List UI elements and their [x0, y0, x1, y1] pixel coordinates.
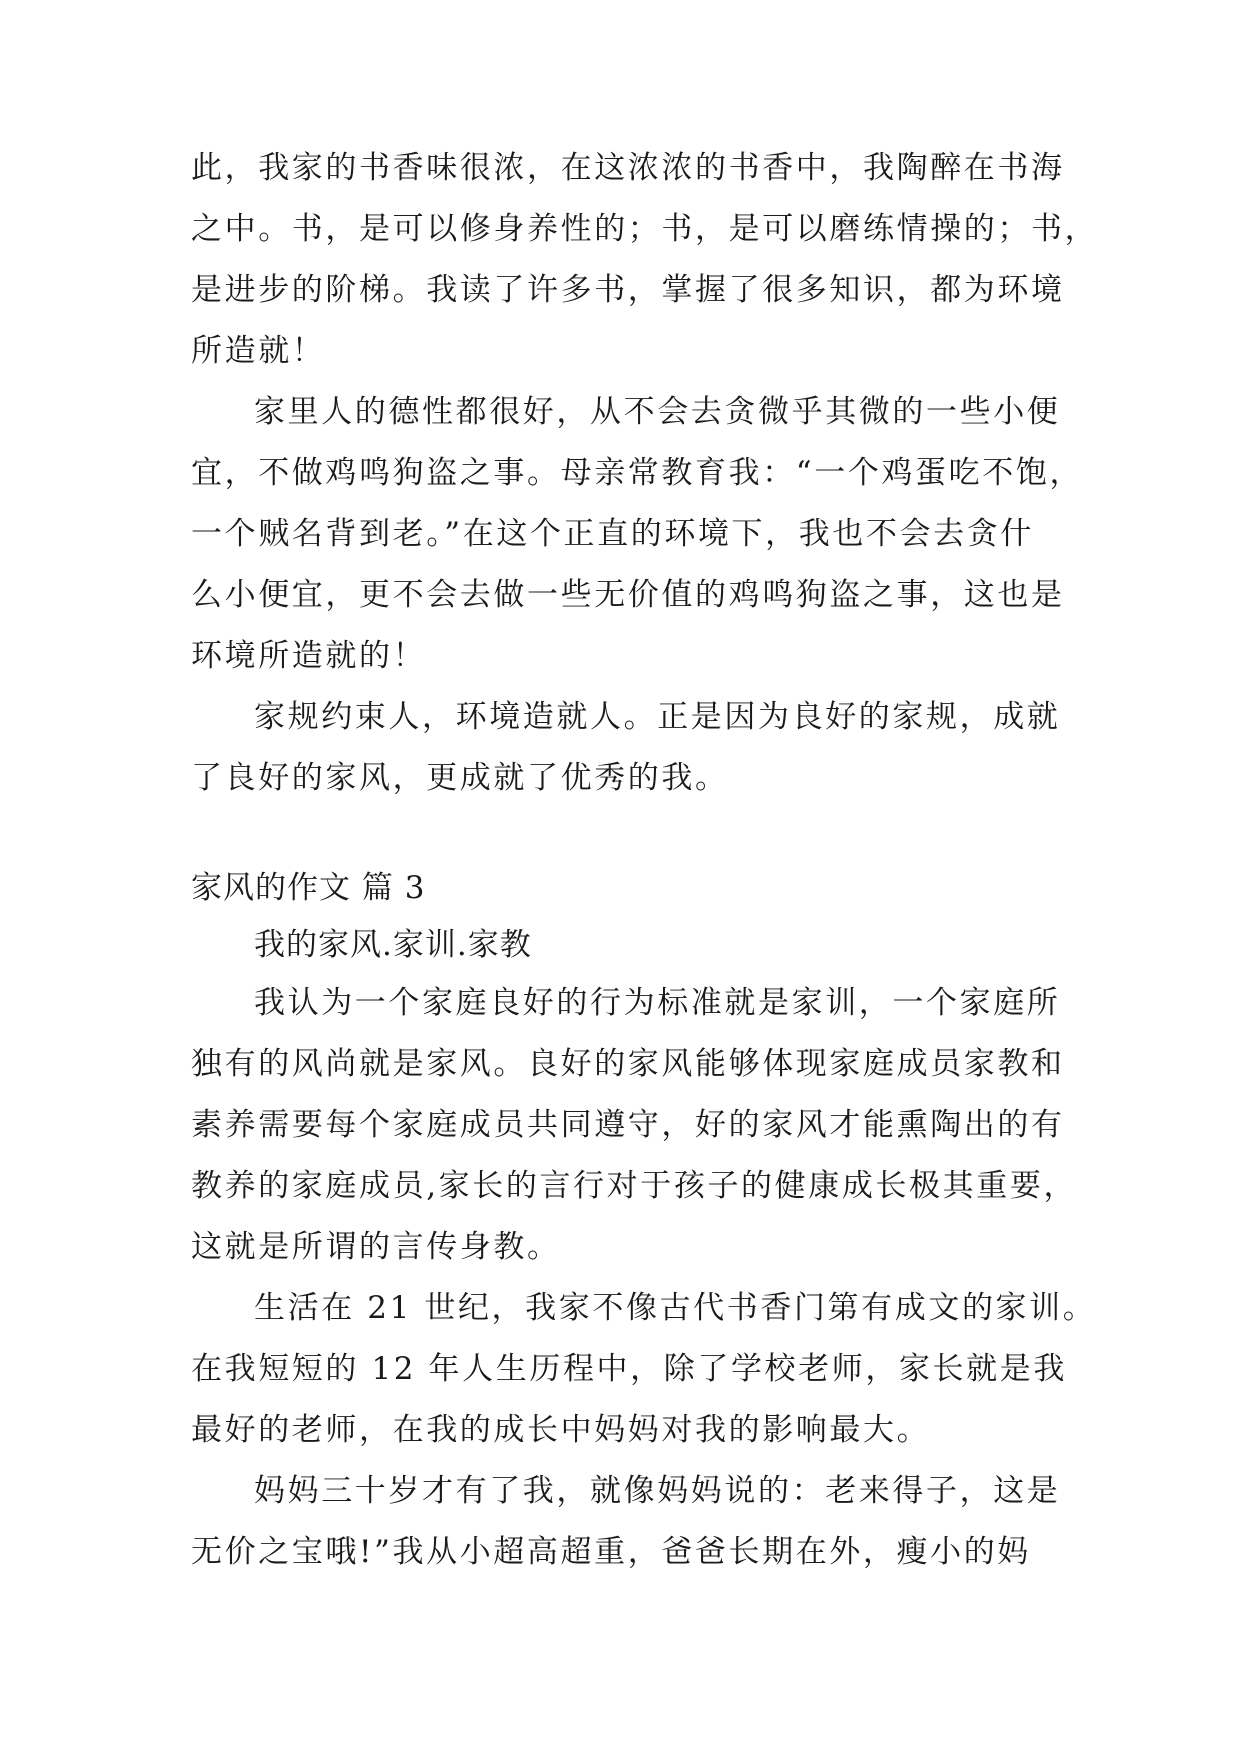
paragraph-line: 在我短短的 12 年人生历程中，除了学校老师，家长就是我 — [191, 1351, 1067, 1387]
paragraph-line: 之中。书，是可以修身养性的；书，是可以磨练情操的；书， — [191, 211, 1099, 247]
section-heading: 家风的作文 篇 3 — [191, 870, 426, 906]
paragraph-line: 宜，不做鸡鸣狗盗之事。母亲常教育我：“一个鸡蛋吃不饱， — [191, 455, 1084, 491]
paragraph-line: 家规约束人，环境造就人。正是因为良好的家规，成就 — [254, 699, 1061, 735]
paragraph-line: 所造就！ — [191, 333, 326, 369]
paragraph-line: 环境所造就的！ — [191, 638, 427, 674]
paragraph-line: 此，我家的书香味很浓，在这浓浓的书香中，我陶醉在书海 — [191, 150, 1065, 186]
paragraph-line: 我认为一个家庭良好的行为标准就是家训，一个家庭所 — [254, 985, 1061, 1021]
paragraph-line: 是进步的阶梯。我读了许多书，掌握了很多知识，都为环境 — [191, 272, 1065, 308]
paragraph-line: 这就是所谓的言传身教。 — [191, 1229, 561, 1265]
paragraph-line: 素养需要每个家庭成员共同遵守，好的家风才能熏陶出的有 — [191, 1107, 1065, 1143]
paragraph-line: 了良好的家风，更成就了优秀的我。 — [191, 760, 729, 796]
paragraph-line: 独有的风尚就是家风。良好的家风能够体现家庭成员家教和 — [191, 1046, 1065, 1082]
paragraph-line: 生活在 21 世纪，我家不像古代书香门第有成文的家训。 — [254, 1290, 1097, 1326]
paragraph-line: 家里人的德性都很好，从不会去贪微乎其微的一些小便 — [254, 394, 1061, 430]
paragraph-line: 无价之宝哦!”我从小超高超重，爸爸长期在外，瘦小的妈 — [191, 1534, 1031, 1570]
paragraph-line: 最好的老师，在我的成长中妈妈对我的影响最大。 — [191, 1412, 931, 1448]
paragraph-line: 教养的家庭成员,家长的言行对于孩子的健康成长极其重要， — [191, 1168, 1078, 1204]
paragraph-line: 一个贼名背到老。”在这个正直的环境下，我也不会去贪什 — [191, 516, 1034, 552]
paragraph-line: 么小便宜，更不会去做一些无价值的鸡鸣狗盗之事，这也是 — [191, 577, 1065, 613]
essay-title: 我的家风.家训.家教 — [254, 927, 532, 963]
paragraph-line: 妈妈三十岁才有了我，就像妈妈说的：老来得子，这是 — [254, 1473, 1061, 1509]
